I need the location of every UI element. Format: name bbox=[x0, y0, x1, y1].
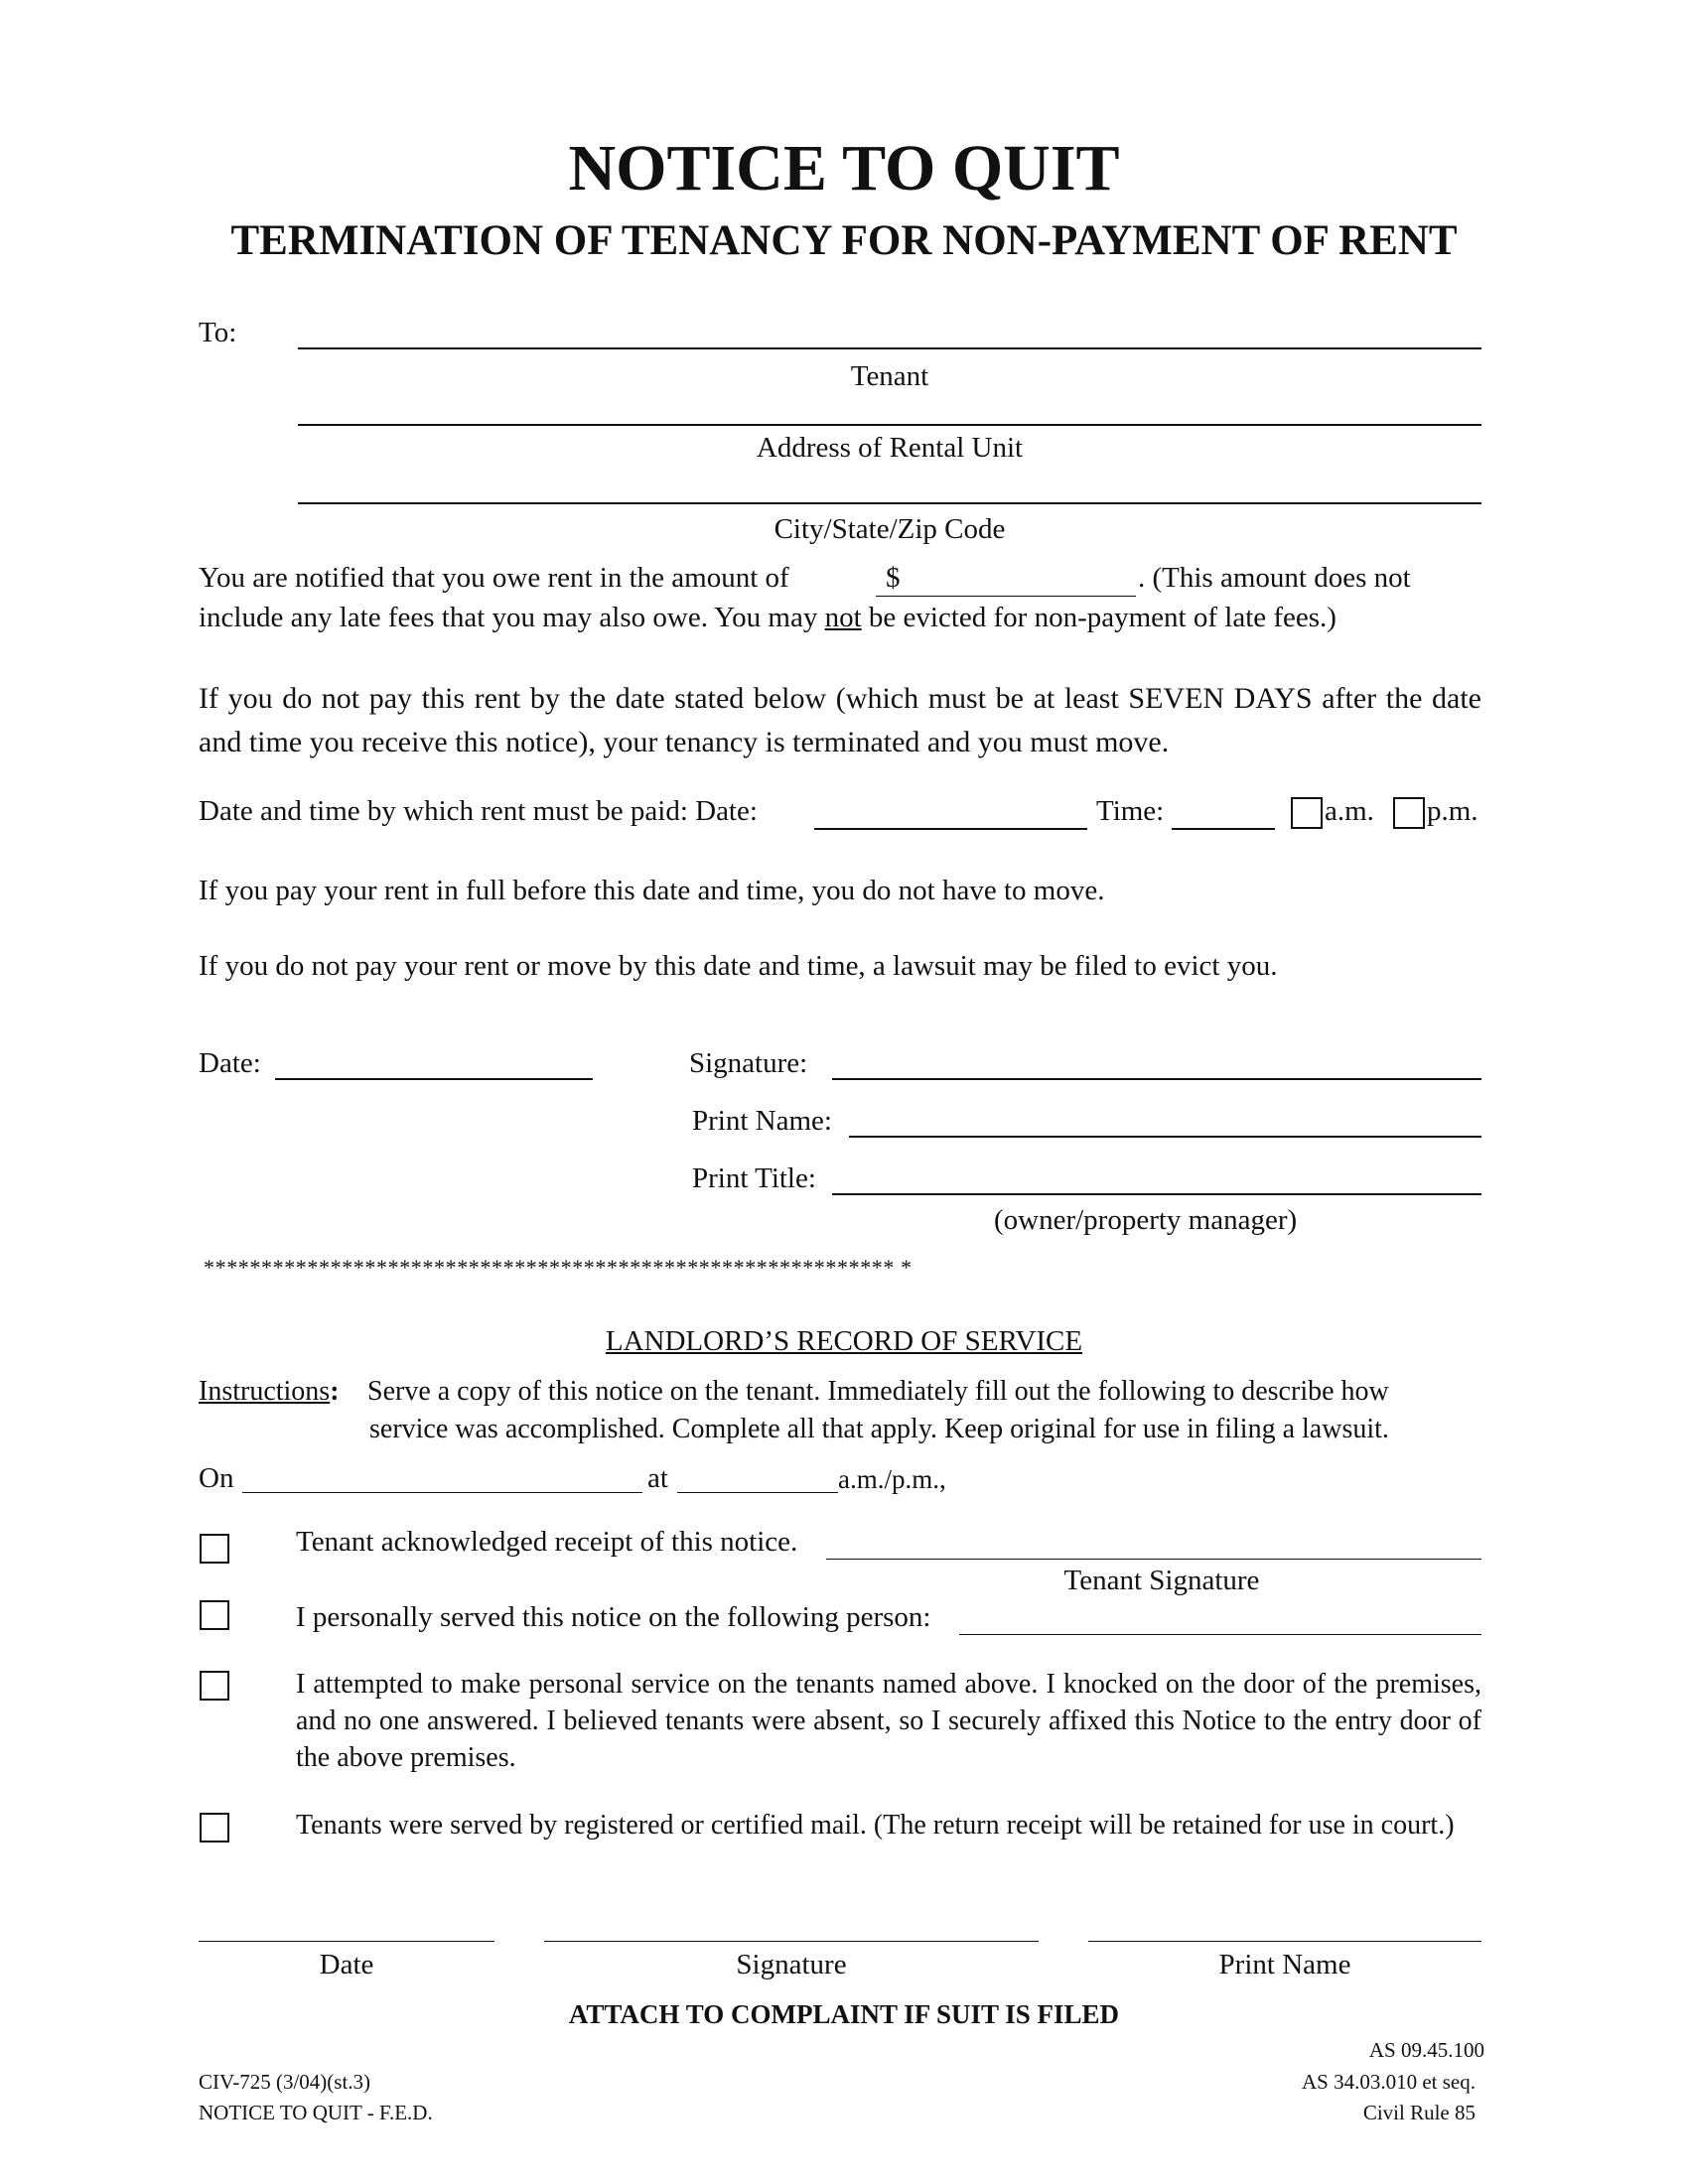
on-label: On bbox=[199, 1462, 234, 1494]
posted-notice-text: I attempted to make personal service on the tenants named above. I knocked on the door of the premises, and no one answered. I believed tenants were absent, so I securely affixed this Notice to the entry door of the above premises. bbox=[296, 1669, 1481, 1773]
title-hint: (owner/property manager) bbox=[994, 1204, 1298, 1236]
page-title: NOTICE TO QUIT bbox=[568, 132, 1120, 205]
service-signature-field[interactable] bbox=[544, 1941, 1039, 1942]
deadline-date-field[interactable] bbox=[814, 828, 1087, 830]
form-name: NOTICE TO QUIT - F.E.D. bbox=[199, 2101, 433, 2124]
mail-service-text: Tenants were served by registered or certified mail. (The return receipt will be retained for use in court.) bbox=[296, 1810, 1455, 1841]
rent-amount-field[interactable] bbox=[876, 596, 1136, 597]
acknowledged-checkbox[interactable] bbox=[200, 1534, 229, 1564]
ampm-label: a.m./p.m., bbox=[838, 1464, 946, 1494]
city-state-zip-field[interactable] bbox=[298, 502, 1481, 504]
service-signature-caption: Signature bbox=[736, 1949, 847, 1980]
service-date-caption: Date bbox=[319, 1949, 374, 1980]
service-heading bbox=[0, 1324, 1688, 1358]
signature-field[interactable] bbox=[832, 1078, 1481, 1080]
late-fees-text-b: be evicted for non-payment of late fees.) bbox=[868, 602, 1336, 633]
tenant-name-field[interactable] bbox=[298, 347, 1481, 349]
personal-service-text: I personally served this notice on the following person: bbox=[296, 1601, 931, 1633]
sign-date-field[interactable] bbox=[275, 1078, 593, 1080]
instructions-label bbox=[199, 1375, 340, 1409]
late-fees-text-a: include any late fees that you may also owe. You may bbox=[199, 602, 818, 633]
service-print-name-caption: Print Name bbox=[1218, 1949, 1351, 1980]
am-label: a.m. bbox=[1325, 795, 1374, 827]
deadline-date-label: Date and time by which rent must be paid: Date: bbox=[199, 795, 758, 827]
rent-owed-text-cont: . (This amount does not bbox=[1138, 562, 1411, 594]
instructions-colon: : bbox=[330, 1376, 340, 1407]
sign-date-label: Date: bbox=[199, 1047, 261, 1079]
city-caption: City/State/Zip Code bbox=[774, 513, 1006, 545]
lawsuit-warning-text: If you do not pay your rent or move by this date and time, a lawsuit may be filed to evict you. bbox=[199, 950, 1278, 982]
signature-label: Signature: bbox=[689, 1047, 808, 1079]
instructions-line-1: Serve a copy of this notice on the tenant. Immediately fill out the following to describe how bbox=[367, 1376, 1389, 1407]
mail-service-checkbox[interactable] bbox=[200, 1813, 229, 1843]
tenant-caption: Tenant bbox=[850, 360, 929, 392]
form-number: CIV-725 (3/04)(st.3) bbox=[199, 2070, 371, 2094]
deadline-time-field[interactable] bbox=[1172, 828, 1275, 830]
address-field[interactable] bbox=[298, 424, 1481, 426]
statute-ref-1: AS 09.45.100 bbox=[1368, 2038, 1484, 2062]
print-title-field[interactable] bbox=[832, 1193, 1481, 1195]
service-time-field[interactable] bbox=[677, 1492, 838, 1493]
am-checkbox[interactable] bbox=[1291, 797, 1323, 829]
acknowledged-text: Tenant acknowledged receipt of this notice. bbox=[296, 1526, 798, 1558]
print-name-field[interactable] bbox=[849, 1136, 1481, 1138]
service-print-name-field[interactable] bbox=[1088, 1941, 1481, 1942]
service-date-field[interactable] bbox=[242, 1492, 642, 1493]
late-fees-text bbox=[199, 601, 1336, 634]
pm-checkbox[interactable] bbox=[1393, 797, 1425, 829]
civil-rule-ref: Civil Rule 85 bbox=[1362, 2101, 1476, 2124]
dollar-sign: $ bbox=[886, 562, 901, 594]
print-name-label: Print Name: bbox=[692, 1105, 832, 1137]
instructions-line-2: service was accomplished. Complete all that apply. Keep original for use in filing a lawsuit. bbox=[369, 1414, 1389, 1444]
instructions-label-text: Instructions bbox=[199, 1376, 331, 1407]
posted-notice-checkbox[interactable] bbox=[200, 1671, 229, 1701]
not-emphasis: not bbox=[824, 602, 862, 633]
attach-instruction: ATTACH TO COMPLAINT IF SUIT IS FILED bbox=[568, 1999, 1120, 2029]
at-label: at bbox=[647, 1462, 668, 1494]
pm-label: p.m. bbox=[1427, 795, 1478, 827]
personal-service-checkbox[interactable] bbox=[200, 1600, 229, 1630]
address-caption: Address of Rental Unit bbox=[756, 432, 1024, 464]
service-heading-text: LANDLORD’S RECORD OF SERVICE bbox=[605, 1325, 1083, 1357]
tenant-signature-field[interactable] bbox=[826, 1559, 1481, 1560]
statute-ref-2: AS 34.03.010 et seq. bbox=[1302, 2070, 1476, 2094]
to-label: To: bbox=[199, 317, 237, 348]
page-subtitle: TERMINATION OF TENANCY FOR NON-PAYMENT OF RENT bbox=[230, 217, 1458, 264]
termination-paragraph: If you do not pay this rent by the date stated below (which must be at least SEVEN DAYS after the date and time you receive this notice), your tenancy is terminated and you must move. bbox=[199, 682, 1481, 758]
print-title-label: Print Title: bbox=[692, 1162, 816, 1194]
service-date-sign-field[interactable] bbox=[199, 1941, 494, 1942]
tenant-signature-caption: Tenant Signature bbox=[1063, 1565, 1260, 1596]
rent-owed-text: You are notified that you owe rent in the amount of bbox=[199, 562, 789, 594]
deadline-time-label: Time: bbox=[1096, 795, 1165, 827]
served-person-field[interactable] bbox=[959, 1634, 1481, 1635]
pay-in-full-text: If you pay your rent in full before this date and time, you do not have to move. bbox=[199, 875, 1105, 906]
separator-stars: ************************************************************ * bbox=[204, 1255, 913, 1280]
